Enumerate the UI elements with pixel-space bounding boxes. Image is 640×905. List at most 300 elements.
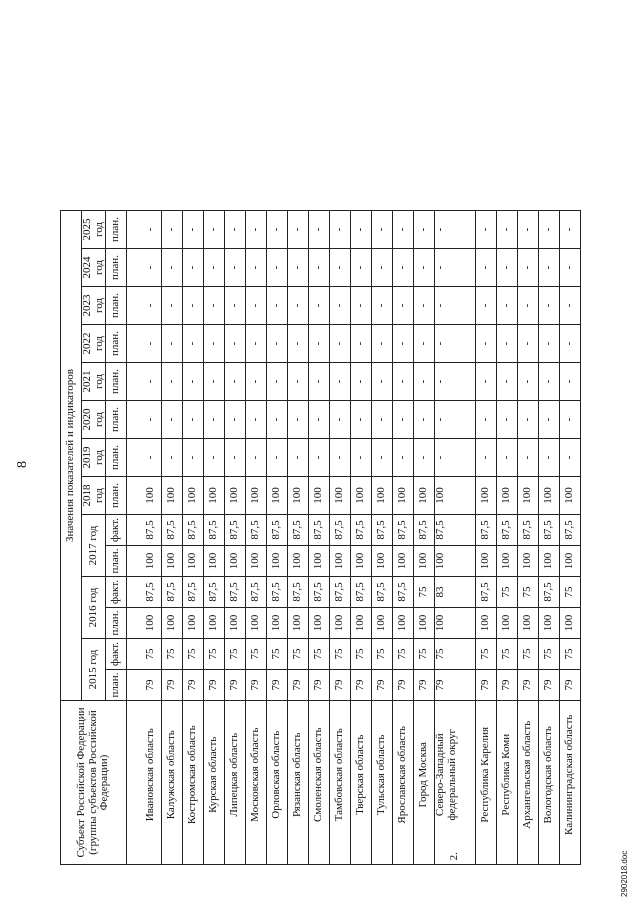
region-name: Курская область	[204, 701, 225, 849]
header-2023: 2023 год	[82, 287, 106, 325]
value-cell: -	[476, 439, 497, 477]
region-name: Смоленская область	[309, 701, 330, 849]
value-cell: 75	[560, 639, 581, 670]
header-plan: план.	[106, 401, 127, 439]
value-cell: 75	[435, 639, 476, 670]
table-row	[560, 211, 581, 865]
value-cell: 87,5	[435, 515, 476, 546]
header-2018: 2018 год	[82, 477, 106, 515]
value-cell: -	[351, 363, 372, 401]
table-row	[476, 211, 497, 865]
value-cell: -	[288, 211, 309, 249]
value-cell: -	[372, 401, 393, 439]
value-cell: 100	[267, 477, 288, 515]
value-cell: -	[288, 401, 309, 439]
value-cell: -	[560, 287, 581, 325]
value-cell: -	[414, 439, 435, 477]
value-cell: -	[518, 325, 539, 363]
value-cell: -	[435, 439, 476, 477]
value-cell: 79	[330, 670, 351, 701]
value-cell: 87,5	[560, 515, 581, 546]
value-cell: -	[393, 401, 414, 439]
table-row	[288, 211, 309, 865]
value-cell: 100	[246, 608, 267, 639]
table-row	[351, 211, 372, 865]
value-cell: 100	[414, 477, 435, 515]
value-cell: -	[309, 249, 330, 287]
header-fact: факт.	[106, 577, 127, 608]
value-cell: 100	[539, 477, 560, 515]
row-number	[288, 849, 309, 865]
table-body	[127, 211, 581, 865]
value-cell: -	[225, 363, 246, 401]
row-number: 2.	[435, 849, 476, 865]
value-cell: -	[476, 401, 497, 439]
value-cell: 87,5	[288, 515, 309, 546]
table-row	[267, 211, 288, 865]
header-2019: 2019 год	[82, 439, 106, 477]
header-2021: 2021 год	[82, 363, 106, 401]
region-name: Республика Коми	[497, 701, 518, 849]
value-cell: -	[393, 363, 414, 401]
row-number	[330, 849, 351, 865]
value-cell: -	[225, 211, 246, 249]
value-cell: -	[330, 211, 351, 249]
value-cell: 75	[497, 639, 518, 670]
header-plan: план.	[106, 363, 127, 401]
value-cell: -	[183, 439, 204, 477]
value-cell: -	[267, 325, 288, 363]
value-cell: 79	[204, 670, 225, 701]
value-cell: -	[127, 211, 162, 249]
header-2016: 2016 год	[82, 577, 106, 639]
header-plan: план.	[106, 670, 127, 701]
value-cell: 100	[393, 477, 414, 515]
table-row	[518, 211, 539, 865]
value-cell: -	[204, 363, 225, 401]
value-cell: -	[539, 439, 560, 477]
value-cell: 75	[127, 639, 162, 670]
value-cell: 79	[435, 670, 476, 701]
value-cell: 100	[330, 477, 351, 515]
header-plan: план.	[106, 249, 127, 287]
region-name: Вологодская область	[539, 701, 560, 849]
value-cell: -	[518, 401, 539, 439]
value-cell: 100	[267, 608, 288, 639]
value-cell: -	[246, 363, 267, 401]
value-cell: 79	[372, 670, 393, 701]
table-row	[309, 211, 330, 865]
value-cell: -	[246, 325, 267, 363]
table-row	[204, 211, 225, 865]
value-cell: -	[560, 249, 581, 287]
value-cell: -	[560, 325, 581, 363]
value-cell: 100	[309, 546, 330, 577]
value-cell: -	[435, 363, 476, 401]
value-cell: -	[393, 249, 414, 287]
value-cell: 87,5	[372, 577, 393, 608]
value-cell: 87,5	[309, 577, 330, 608]
value-cell: -	[476, 211, 497, 249]
value-cell: -	[393, 211, 414, 249]
value-cell: -	[518, 287, 539, 325]
value-cell: -	[351, 249, 372, 287]
region-name: Северо-Западный федеральный округ	[435, 701, 476, 849]
value-cell: -	[435, 287, 476, 325]
value-cell: 75	[414, 639, 435, 670]
table-row	[539, 211, 560, 865]
value-cell: 79	[127, 670, 162, 701]
value-cell: -	[518, 249, 539, 287]
region-name: Архангельская область	[518, 701, 539, 849]
value-cell: -	[246, 249, 267, 287]
header-2017: 2017 год	[82, 515, 106, 577]
value-cell: 100	[225, 608, 246, 639]
header-2022: 2022 год	[82, 325, 106, 363]
value-cell: 100	[435, 608, 476, 639]
value-cell: -	[476, 325, 497, 363]
value-cell: 87,5	[288, 577, 309, 608]
value-cell: -	[560, 439, 581, 477]
value-cell: -	[539, 211, 560, 249]
value-cell: -	[435, 401, 476, 439]
value-cell: -	[351, 211, 372, 249]
value-cell: -	[414, 401, 435, 439]
value-cell: 100	[351, 546, 372, 577]
value-cell: 100	[393, 546, 414, 577]
value-cell: 75	[162, 639, 183, 670]
value-cell: 87,5	[162, 577, 183, 608]
row-number	[225, 849, 246, 865]
value-cell: 100	[518, 546, 539, 577]
value-cell: 100	[414, 608, 435, 639]
header-plan: план.	[106, 287, 127, 325]
page-number: 8	[15, 461, 30, 468]
value-cell: -	[351, 325, 372, 363]
value-cell: 79	[518, 670, 539, 701]
header-plan: план.	[106, 477, 127, 515]
value-cell: 100	[351, 477, 372, 515]
value-cell: -	[560, 211, 581, 249]
value-cell: 100	[435, 546, 476, 577]
table-row	[414, 211, 435, 865]
value-cell: 100	[414, 546, 435, 577]
value-cell: 100	[288, 477, 309, 515]
value-cell: -	[330, 287, 351, 325]
indicator-table	[60, 210, 581, 865]
value-cell: 100	[372, 477, 393, 515]
value-cell: -	[127, 249, 162, 287]
value-cell: -	[183, 287, 204, 325]
value-cell: 87,5	[393, 577, 414, 608]
value-cell: 87,5	[225, 515, 246, 546]
value-cell: 100	[372, 608, 393, 639]
value-cell: 87,5	[225, 577, 246, 608]
row-number	[204, 849, 225, 865]
value-cell: 87,5	[476, 577, 497, 608]
value-cell: 100	[309, 477, 330, 515]
value-cell: -	[183, 249, 204, 287]
value-cell: -	[127, 401, 162, 439]
value-cell: 79	[351, 670, 372, 701]
value-cell: 79	[183, 670, 204, 701]
region-name: Тульская область	[372, 701, 393, 849]
value-cell: 100	[539, 608, 560, 639]
value-cell: 79	[225, 670, 246, 701]
value-cell: 87,5	[204, 577, 225, 608]
value-cell: 75	[246, 639, 267, 670]
value-cell: -	[372, 249, 393, 287]
value-cell: -	[288, 325, 309, 363]
value-cell: 100	[435, 477, 476, 515]
value-cell: -	[204, 325, 225, 363]
value-cell: 87,5	[393, 515, 414, 546]
value-cell: -	[476, 287, 497, 325]
value-cell: -	[127, 439, 162, 477]
value-cell: -	[497, 287, 518, 325]
value-cell: -	[497, 325, 518, 363]
value-cell: -	[309, 363, 330, 401]
value-cell: -	[539, 287, 560, 325]
value-cell: -	[539, 249, 560, 287]
value-cell: 79	[267, 670, 288, 701]
value-cell: 100	[183, 546, 204, 577]
value-cell: 100	[393, 608, 414, 639]
value-cell: -	[372, 363, 393, 401]
value-cell: -	[288, 249, 309, 287]
value-cell: -	[162, 439, 183, 477]
value-cell: 100	[204, 477, 225, 515]
value-cell: -	[267, 401, 288, 439]
value-cell: -	[225, 287, 246, 325]
value-cell: -	[560, 363, 581, 401]
region-name: Рязанская область	[288, 701, 309, 849]
value-cell: 100	[372, 546, 393, 577]
value-cell: 75	[330, 639, 351, 670]
value-cell: -	[246, 287, 267, 325]
value-cell: 87,5	[330, 577, 351, 608]
value-cell: -	[414, 363, 435, 401]
row-number	[560, 849, 581, 865]
value-cell: 75	[393, 639, 414, 670]
value-cell: -	[309, 439, 330, 477]
value-cell: 79	[539, 670, 560, 701]
value-cell: 75	[204, 639, 225, 670]
value-cell: -	[288, 363, 309, 401]
value-cell: 100	[497, 608, 518, 639]
value-cell: -	[288, 439, 309, 477]
table-row	[162, 211, 183, 865]
value-cell: -	[414, 325, 435, 363]
value-cell: 75	[497, 577, 518, 608]
value-cell: 83	[435, 577, 476, 608]
value-cell: -	[351, 401, 372, 439]
value-cell: -	[267, 363, 288, 401]
header-2024: 2024 год	[82, 249, 106, 287]
value-cell: -	[162, 211, 183, 249]
value-cell: 75	[518, 577, 539, 608]
value-cell: 87,5	[351, 577, 372, 608]
value-cell: 75	[414, 577, 435, 608]
value-cell: 75	[225, 639, 246, 670]
value-cell: 75	[476, 639, 497, 670]
row-number	[497, 849, 518, 865]
value-cell: -	[204, 401, 225, 439]
value-cell: -	[225, 249, 246, 287]
value-cell: -	[309, 287, 330, 325]
value-cell: 75	[183, 639, 204, 670]
value-cell: 100	[183, 477, 204, 515]
row-number	[127, 849, 162, 865]
value-cell: 100	[497, 477, 518, 515]
value-cell: 100	[288, 608, 309, 639]
region-name: Тамбовская область	[330, 701, 351, 849]
value-cell: -	[414, 211, 435, 249]
value-cell: -	[246, 211, 267, 249]
header-2020: 2020 год	[82, 401, 106, 439]
value-cell: -	[518, 363, 539, 401]
value-cell: 87,5	[372, 515, 393, 546]
table-row	[225, 211, 246, 865]
value-cell: 100	[127, 477, 162, 515]
value-cell: 87,5	[127, 515, 162, 546]
row-number	[393, 849, 414, 865]
value-cell: -	[330, 363, 351, 401]
value-cell: -	[435, 325, 476, 363]
table-row	[183, 211, 204, 865]
value-cell: 100	[162, 546, 183, 577]
table-row	[393, 211, 414, 865]
value-cell: -	[127, 325, 162, 363]
value-cell: 79	[497, 670, 518, 701]
region-name: Калининградская область	[560, 701, 581, 849]
value-cell: 75	[351, 639, 372, 670]
region-name: Город Москва	[414, 701, 435, 849]
value-cell: -	[372, 287, 393, 325]
value-cell: 79	[309, 670, 330, 701]
value-cell: 100	[518, 477, 539, 515]
value-cell: -	[246, 439, 267, 477]
value-cell: -	[183, 325, 204, 363]
value-cell: -	[518, 439, 539, 477]
value-cell: -	[204, 287, 225, 325]
value-cell: 100	[539, 546, 560, 577]
header-fact: факт.	[106, 515, 127, 546]
value-cell: -	[393, 439, 414, 477]
table-row	[246, 211, 267, 865]
value-cell: -	[183, 363, 204, 401]
value-cell: -	[204, 211, 225, 249]
value-cell: 100	[518, 608, 539, 639]
value-cell: -	[162, 401, 183, 439]
value-cell: 87,5	[518, 515, 539, 546]
value-cell: 87,5	[497, 515, 518, 546]
table-row	[127, 211, 162, 865]
row-number	[309, 849, 330, 865]
value-cell: 75	[560, 577, 581, 608]
value-cell: -	[476, 363, 497, 401]
value-cell: -	[225, 439, 246, 477]
value-cell: -	[393, 325, 414, 363]
value-cell: 75	[267, 639, 288, 670]
value-cell: -	[435, 211, 476, 249]
value-cell: 87,5	[246, 515, 267, 546]
table-row	[372, 211, 393, 865]
header-fact: факт.	[106, 639, 127, 670]
region-name: Калужская область	[162, 701, 183, 849]
value-cell: -	[330, 249, 351, 287]
value-cell: -	[267, 439, 288, 477]
value-cell: -	[539, 325, 560, 363]
header-plan: план.	[106, 211, 127, 249]
region-name: Тверская область	[351, 701, 372, 849]
header-plan: план.	[106, 439, 127, 477]
value-cell: -	[497, 211, 518, 249]
value-cell: -	[435, 249, 476, 287]
value-cell: -	[162, 325, 183, 363]
value-cell: -	[267, 249, 288, 287]
region-name: Костромская область	[183, 701, 204, 849]
value-cell: -	[204, 249, 225, 287]
value-cell: -	[162, 249, 183, 287]
value-cell: 79	[414, 670, 435, 701]
row-number	[518, 849, 539, 865]
value-cell: -	[127, 363, 162, 401]
value-cell: 100	[560, 477, 581, 515]
value-cell: 87,5	[204, 515, 225, 546]
value-cell: -	[414, 287, 435, 325]
value-cell: 100	[204, 608, 225, 639]
value-cell: 100	[288, 546, 309, 577]
value-cell: 100	[497, 546, 518, 577]
header-subject: Субъект Российской Федерации (группы субъектов Российской Федерации)	[61, 701, 127, 865]
header-plan: план.	[106, 546, 127, 577]
value-cell: 100	[330, 546, 351, 577]
value-cell: 87,5	[351, 515, 372, 546]
region-name: Республика Карелия	[476, 701, 497, 849]
footer-doc-code: 2902018.doc	[620, 850, 629, 897]
value-cell: 100	[476, 546, 497, 577]
table-header	[61, 211, 127, 865]
value-cell: -	[330, 439, 351, 477]
table-row	[435, 211, 476, 865]
table-row	[497, 211, 518, 865]
value-cell: 87,5	[539, 515, 560, 546]
row-number	[162, 849, 183, 865]
value-cell: 100	[225, 546, 246, 577]
row-number	[183, 849, 204, 865]
value-cell: -	[539, 401, 560, 439]
value-cell: -	[183, 401, 204, 439]
value-cell: 100	[162, 608, 183, 639]
value-cell: -	[476, 249, 497, 287]
value-cell: -	[518, 211, 539, 249]
value-cell: 100	[476, 477, 497, 515]
value-cell: -	[183, 211, 204, 249]
value-cell: -	[267, 211, 288, 249]
value-cell: -	[372, 211, 393, 249]
row-number	[539, 849, 560, 865]
value-cell: 87,5	[162, 515, 183, 546]
region-name: Орловская область	[267, 701, 288, 849]
value-cell: -	[497, 401, 518, 439]
value-cell: 100	[476, 608, 497, 639]
value-cell: 100	[225, 477, 246, 515]
value-cell: -	[225, 325, 246, 363]
value-cell: 100	[246, 477, 267, 515]
value-cell: 100	[560, 546, 581, 577]
value-cell: 100	[204, 546, 225, 577]
